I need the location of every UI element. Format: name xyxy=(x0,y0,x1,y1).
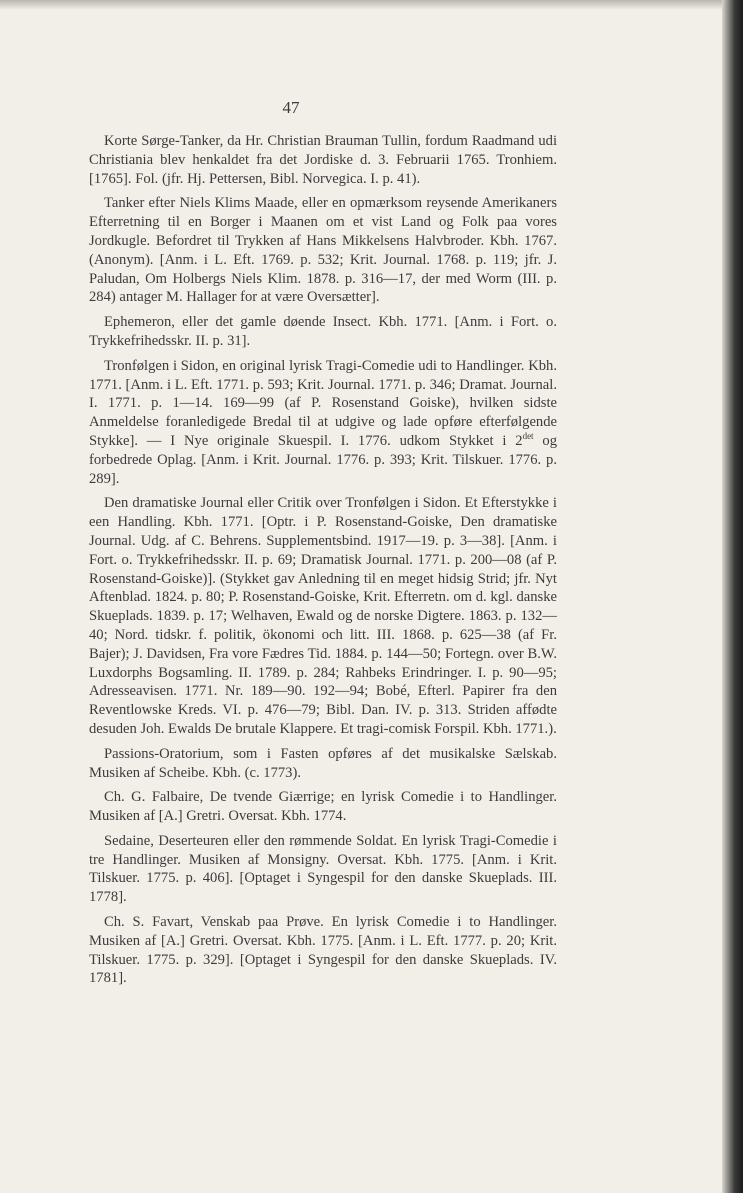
page-top-shadow xyxy=(0,0,728,10)
entry-tvende-giaerrige: Ch. G. Falbaire, De tvende Giærrige; en lyrisk Comedie i to Handlinger. Musiken af [A.] Gretri. Oversat. Kbh. 1774. xyxy=(89,789,557,825)
entry-tronfolgen-tail: og forbedrede Oplag. [Anm. i Krit. Journal. 1776. p. 393; Krit. Tilskuer. 1776. p. 289]. xyxy=(89,432,557,487)
entry-tanker-efter-niels-klim: Tanker efter Niels Klims Maade, eller en opmærksom reysende Amerikaners Efterretning til en Borger i Maanen om et vist Land og Folk paa vores Jordkugle. Befordret til Trykken af Hans Mikkelsens Halvbroder. Kbh. 1767. (Anonym). [Anm. i L. Eft. 1769. p. 532; Krit. Journal. 1768. p. 119; jfr. J. Paludan, Om Holbergs Niels Klim. 1878. p. 316—17, der med Worm (III. p. 284) antager M. Hallager for at være Oversætter]. xyxy=(89,195,557,306)
edition-number: 2 xyxy=(515,432,523,449)
entry-passions-oratorium: Passions-Oratorium, som i Fasten opføres af det musikalske Sælskab. Musiken af Scheibe. Kbh. (c. 1773). xyxy=(89,745,557,781)
entry-korte-sorge-tanker: Korte Sørge-Tanker, da Hr. Christian Brauman Tullin, fordum Raadmand udi Christiania blev henkaldet fra det Jordiske d. 3. Februarii 1765. Tronhiem. [1765]. Fol. (jfr. Hj. Pettersen, Bibl. Norvegica. I. p. 41). xyxy=(89,133,557,187)
entry-ephemeron: Ephemeron, eller det gamle døende Insect. Kbh. 1771. [Anm. i Fort. o. Trykkefrihedsskr. II. p. 31]. xyxy=(89,314,557,349)
entry-dramatiske-journal: Den dramatiske Journal eller Critik over Tronfølgen i Sidon. Et Efterstykke i een Handling. Kbh. 1771. [Optr. i P. Rosenstand-Goiske, Den dramatiske Journal. Udg. af C. Behrens. Supplementsbind. 1917—19. p. 3—38]. [Anm. i Fort. o. Trykkefrihedsskr. II. p. 69; Dramatisk Journal. 1771. p. 200—08 (af P. Rosenstand-Goiske)]. (Stykket gav Anledning til en meget hidsig Strid; jfr. Nyt Aftenblad. 1824. p. 80; P. Rosenstand-Goiske, Krit. Efterretn. om d. kgl. danske Skueplads. 1839. p. 17; Welhaven, Ewald og de norske Digtere. 1863. p. 132—40; Nord. tidskr. f. politik, ökonomi och litt. III. 1868. p. 625—38 (af Fr. Bajer); J. Davidsen, Fra vore Fædres Tid. 1884. p. 144—50; Fortegn. over B.W. Luxdorphs Bogsamling. II. 1789. p. 284; Rahbeks Erindringer. I. p. 90—95; Adresseavisen. 1771. Nr. 189—90. 192—94; Bobé, Efterl. Papirer fra den Reventlowske Kreds. VI. p. 476—79; Bibl. Dan. IV. p. 313. Striden affødte desuden Joh. Ewalds De brutale Klappere. Et tragi-comisk Forspil. Kbh. 1771.). xyxy=(89,495,557,737)
edition-superscript: det xyxy=(522,431,534,442)
entry-deserteuren: Sedaine, Deserteuren eller den rømmende Soldat. En lyrisk Tragi-Comedie i tre Handlinger. Musiken af Monsigny. Oversat. Kbh. 1775. [Anm. i Krit. Tilskuer. 1775. p. 406]. [Optaget i Syngespil for den danske Skueplads. III. 1778]. xyxy=(89,832,557,906)
bibliography-text xyxy=(89,132,557,994)
book-spine-edge xyxy=(722,0,743,1193)
entry-venskab-paa-prove: Ch. S. Favart, Venskab paa Prøve. En lyrisk Comedie i to Handlinger. Musiken af [A.] Gretri. Oversat. Kbh. 1775. [Anm. i L. Eft. 1777. p. 20; Krit. Tilskuer. 1775. p. 329]. [Optaget i Syngespil for den danske Skueplads. IV. 1781]. xyxy=(89,914,557,987)
entry-tronfolgen-text: Tronfølgen i Sidon, en original lyrisk Tragi-Comedie udi to Handlinger. Kbh. 1771. [Anm. i L. Eft. 1771. p. 593; Krit. Journal. 1771. p. 346; Dramat. Journal. I. 1771. p. 1—14. 169—99 (af P. Rosenstand Goiske), hvilken sidste Anmeldelse foranledigede Bredal til at udgive og lade opføre efterfølgende Stykke]. — I Nye originale Skuespil. I. 1776. udkom Stykket i xyxy=(89,357,557,449)
page-number: 47 xyxy=(282,98,300,117)
entry-tronfolgen-i-sidon xyxy=(89,357,557,489)
